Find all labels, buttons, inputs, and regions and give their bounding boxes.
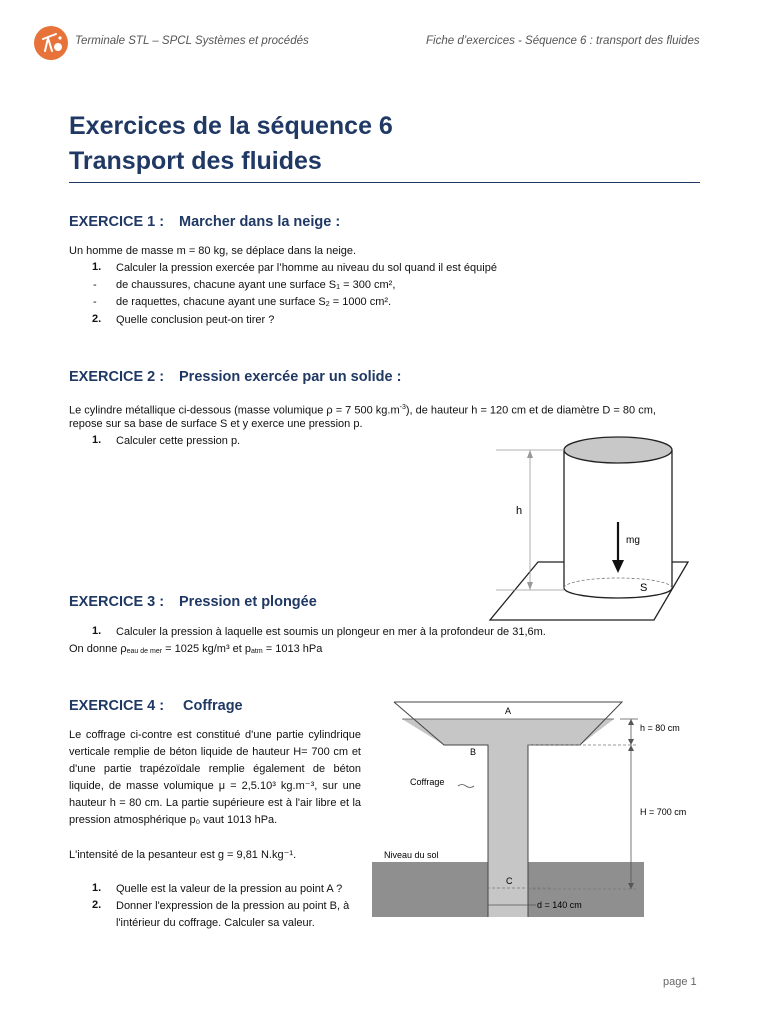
fig-label-s: S [640, 582, 648, 594]
fig-label-h: h = 80 cm [640, 723, 680, 733]
header-left: Terminale STL – SPCL Systèmes et procédés [75, 35, 309, 47]
page-title: Exercices de la séquence 6 [69, 112, 393, 140]
fig-label-b: B [470, 747, 477, 757]
fig-label-ground: Niveau du sol [384, 850, 439, 860]
exercise-1-name: Marcher dans la neige : [179, 214, 341, 230]
fig-label-h: h [516, 505, 523, 517]
fig-label-H: H = 700 cm [640, 807, 687, 817]
ex1-q2: Quelle conclusion peut-on tirer ? [116, 314, 275, 326]
fig-label-a: A [504, 706, 512, 716]
page-number: page 1 [663, 976, 697, 988]
fig-label-d: d = 140 cm [537, 900, 582, 910]
header-right: Fiche d’exercices - Séquence 6 : transport des fluides [426, 35, 700, 47]
ex4-q2-line-1: Donner l'expression de la pression au point B, à [116, 900, 350, 912]
ex2-q1-number: 1. [92, 434, 102, 446]
fig-label-mg: mg [626, 535, 640, 546]
exercise-4-name: Coffrage [183, 698, 243, 714]
ex4-q2-line-2: l'intérieur du coffrage. Calculer sa valeur. [116, 917, 315, 929]
ex3-given: On donne $\rho_{eau de mer} = 1025$ kg/m³ et $p_{atm} = 1013$ hPa [69, 643, 323, 655]
logo-icon [34, 26, 68, 60]
ex1-bullet-2: de raquettes, chacune ayant une surface $S_2 = 1000$ cm². [116, 296, 392, 308]
exercise-1-label: EXERCICE 1 : [69, 214, 165, 230]
ex1-q2-number: 2. [92, 313, 102, 325]
ex3-q1: Calculer la pression à laquelle est soumis un plongeur en mer à la profondeur de 31,6m. [116, 626, 546, 638]
exercise-2-label: EXERCICE 2 : [69, 369, 165, 385]
ex4-q2-number: 2. [92, 899, 102, 911]
ex3-q1-number: 1. [92, 625, 102, 637]
cylinder-figure [486, 430, 704, 624]
exercise-3-label: EXERCICE 3 : [69, 594, 165, 610]
ex4-q1: Quelle est la valeur de la pression au point A ? [116, 883, 343, 895]
exercise-3-name: Pression et plongée [179, 594, 317, 610]
ex4-text: Le coffrage ci-contre est constitué d'une partie cylindrique verticale remplie de béton liquide de hauteur H= 700 cm et d'une partie trapézoïdale remplie également de béton liquide, de masse volumique μ = 2,5.10³ kg.m⁻³, sur une hauteur h = 80 cm. La partie supérieure est à l'air libre et la pression atmosphérique p₀ vaut 1013 hPa. [69, 729, 361, 826]
page-subtitle: Transport des fluides [69, 147, 322, 175]
ex1-bullet-2-dash: - [93, 296, 97, 308]
concrete-column [488, 745, 528, 917]
cylinder-top [564, 437, 672, 463]
fig-label-coffrage: Coffrage [410, 777, 445, 787]
ex1-q1-number: 1. [92, 261, 102, 273]
ex1-bullet-1: de chaussures, chacune ayant une surface $S_1 = 300$ cm², [116, 279, 396, 291]
ex4-q1-number: 1. [92, 882, 102, 894]
title-rule [69, 182, 700, 183]
ex1-bullet-1-dash: - [93, 279, 97, 291]
ex4-gravity: L'intensité de la pesanteur est g = 9,81 N.kg⁻¹. [69, 849, 297, 861]
exercise-2-name: Pression exercée par un solide : [179, 369, 402, 385]
coffrage-figure [372, 695, 708, 927]
ex1-q1: Calculer la pression exercée par l’homme au niveau du sol quand il est équipé [116, 262, 497, 274]
ex2-line-1: Le cylindre métallique ci-dessous (masse volumique ρ = 7 500 $kg.m^{-3}$), de hauteur h = 120 cm et de diamètre D = 80 cm, [69, 404, 656, 417]
ex2-line-2: repose sur sa base de surface S et y exerce une pression p. [69, 418, 363, 430]
fig-label-c: C [506, 876, 513, 886]
exercise-4-label: EXERCICE 4 : [69, 698, 165, 714]
ex2-q1: Calculer cette pression p. [116, 435, 241, 447]
ex1-intro: Un homme de masse m = 80 kg, se déplace dans la neige. [69, 245, 357, 257]
